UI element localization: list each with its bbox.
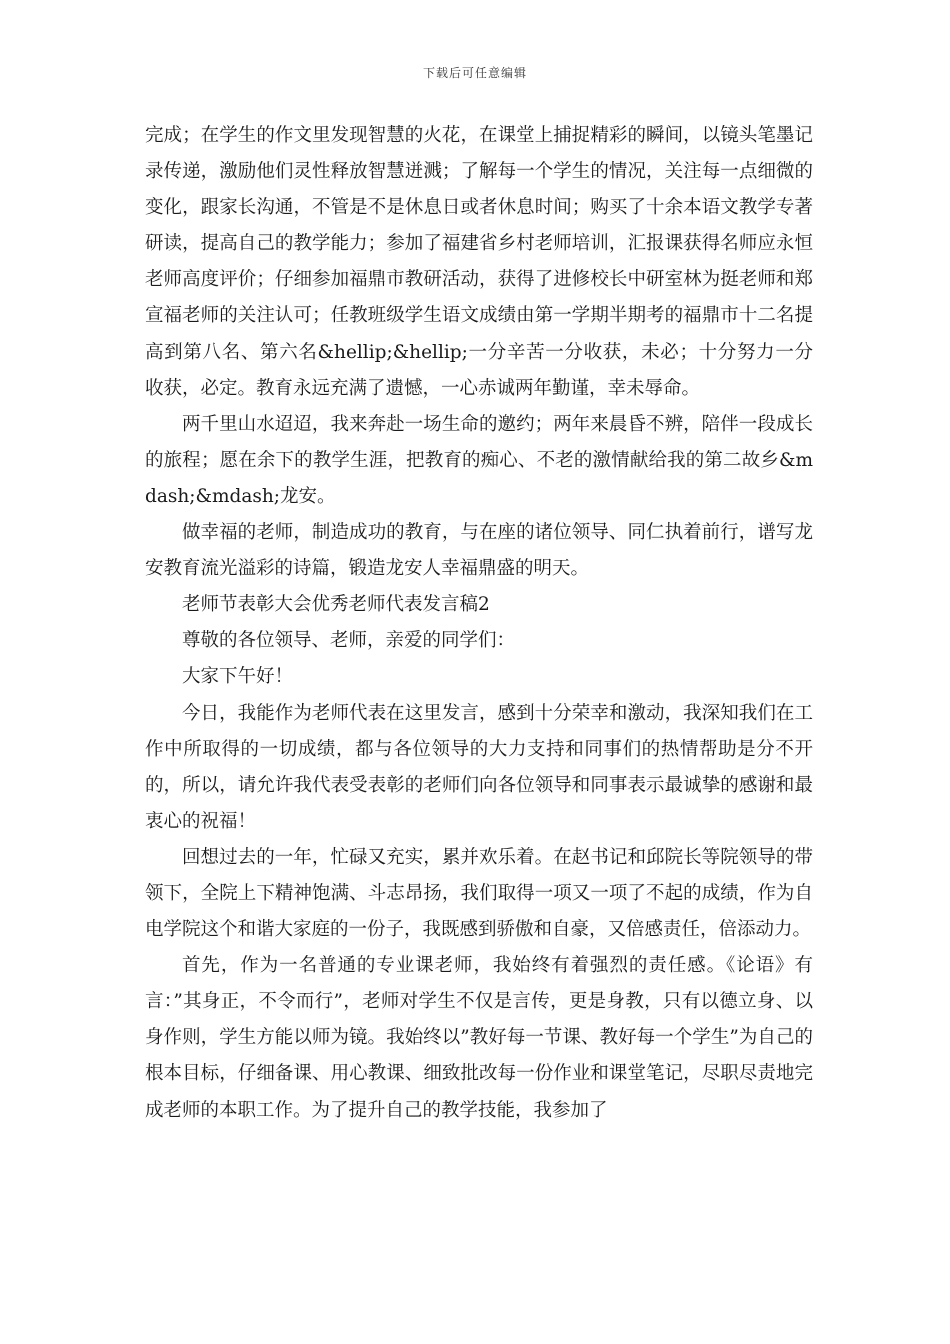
paragraph-3: 做幸福的老师，制造成功的教育，与在座的诸位领导、同仁执着前行，谱写龙安教育流光溢彩的诗篇，锻造龙安人幸福鼎盛的明天。 — [145, 522, 813, 580]
page-header-note: 下载后可任意编辑 — [422, 66, 527, 80]
paragraph-7: 今日，我能作为老师代表在这里发言，感到十分荣幸和激动，我深知我们在工作中所取得的一切成绩，都与各位领导的大力支持和同事们的热情帮助是分不开的，所以，请允许我代表受表彰的老师们向各位领导和同事表示最诚挚的感谢和最衷心的祝福！ — [145, 702, 813, 832]
greeting: 大家下午好！ — [182, 666, 294, 688]
document-body — [145, 118, 813, 1129]
paragraph-2: 两千里山水迢迢，我来奔赴一场生命的邀约；两年来晨昏不辨，陪伴一段成长的旅程；愿在余下的教学生涯，把教育的痴心、不老的激情献给我的第二故乡&mdash;&mdash;龙安。 — [145, 413, 813, 507]
section-title: 老师节表彰大会优秀老师代表发言稿2 — [182, 594, 490, 616]
paragraph-8: 回想过去的一年，忙碌又充实，累并欢乐着。在赵书记和邱院长等院领导的带领下，全院上下精神饱满、斗志昂扬，我们取得一项又一项了不起的成绩，作为自电学院这个和谐大家庭的一份子，我既感到骄傲和自豪，又倍感责任，倍添动力。 — [145, 846, 813, 941]
paragraph-9: 首先，作为一名普通的专业课老师，我始终有着强烈的责任感。《论语》有言：”其身正，不令而行”，老师对学生不仅是言传，更是身教，只有以德立身、以身作则，学生方能以师为镜。我始终以”教好每一节课、教好每一个学生”为自己的根本目标，仔细备课、用心教课、细致批改每一份作业和课堂笔记，尽职尽责地完成老师的本职工作。为了提升自己的教学技能，我参加了 — [145, 955, 813, 1121]
paragraph-1: 完成；在学生的作文里发现智慧的火花，在课堂上捕捉精彩的瞬间，以镜头笔墨记录传递，激励他们灵性释放智慧迸溅；了解每一个学生的情况，关注每一点细微的变化，跟家长沟通，不管是不是休息日或者休息时间；购买了十余本语文教学专著研读，提高自己的教学能力；参加了福建省乡村老师培训，汇报课获得名师应永恒老师高度评价；仔细参加福鼎市教研活动，获得了进修校长中研室林为挺老师和郑宣福老师的关注认可；任教班级学生语文成绩由第一学期半期考的福鼎市十二名提高到第八名、第六名&hellip;&hellip;一分辛苦一分收获，未必；十分努力一分收获，必定。教育永远充满了遗憾，一心赤诚两年勤谨，幸未辱命。 — [145, 125, 813, 399]
salutation: 尊敬的各位领导、老师，亲爱的同学们： — [182, 630, 516, 652]
